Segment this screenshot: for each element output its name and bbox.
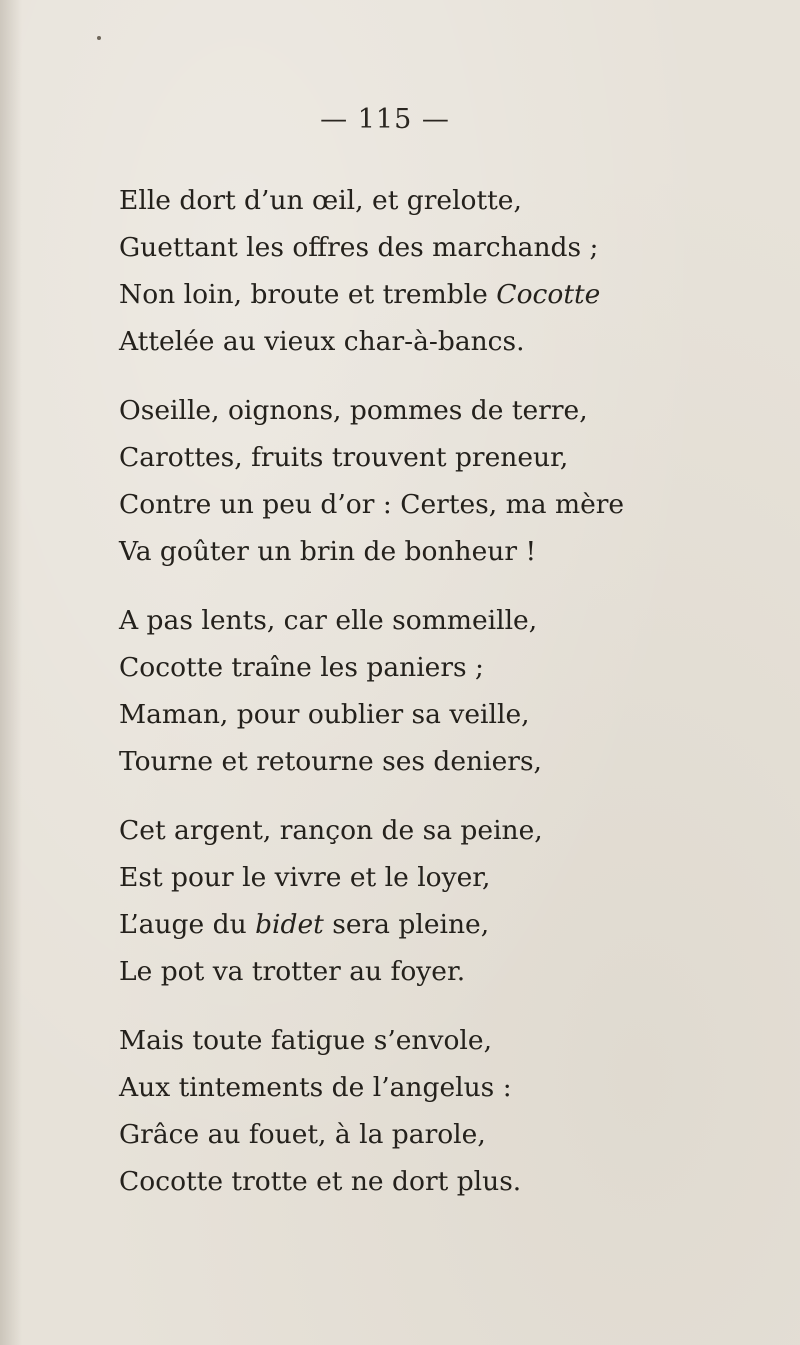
verse-line: Est pour le vivre et le loyer, [119,862,491,893]
stanza-2 [119,387,779,575]
verse-line: Cocotte traîne les paniers ; [119,652,484,683]
stanza-4 [119,807,779,995]
verse-line: Carottes, fruits trouvent preneur, [119,442,569,473]
verse-line: Aux tintements de l’angelus : [119,1072,512,1103]
verse-line [119,271,779,318]
stanza-5 [119,1017,779,1205]
verse-line-text: Non loin, broute et tremble [119,279,497,310]
verse-line-text: sera pleine, [323,909,490,940]
page-number: — 115 — [320,104,450,135]
italic-word: Cocotte [496,279,601,310]
verse-line [119,901,779,948]
verse-line-text: L’auge du [119,909,256,940]
verse-line: Cocotte trotte et ne dort plus. [119,1166,522,1197]
verse-line: Grâce au fouet, à la parole, [119,1119,486,1150]
verse-line: Maman, pour oublier sa veille, [119,699,530,730]
ink-speck [97,36,101,40]
stanza-3 [119,597,779,785]
verse-line: Contre un peu d’or : Certes, ma mère [119,489,625,520]
verse-line: Va goûter un brin de bonheur ! [119,536,537,567]
poem [119,177,779,1227]
verse-line: Attelée au vieux char-à-bancs. [119,326,525,357]
verse-line: Mais toute fatigue s’envole, [119,1025,493,1056]
verse-line: A pas lents, car elle sommeille, [119,605,538,636]
italic-word: bidet [255,909,324,940]
verse-line: Le pot va trotter au foyer. [119,956,466,987]
stanza-1 [119,177,779,365]
verse-line: Cet argent, rançon de sa peine, [119,815,543,846]
verse-line: Tourne et retourne ses deniers, [119,746,542,777]
verse-line: Guettant les offres des marchands ; [119,232,599,263]
binding-shadow [0,0,22,1345]
verse-line: Oseille, oignons, pommes de terre, [119,395,588,426]
verse-line: Elle dort d’un œil, et grelotte, [119,185,522,216]
